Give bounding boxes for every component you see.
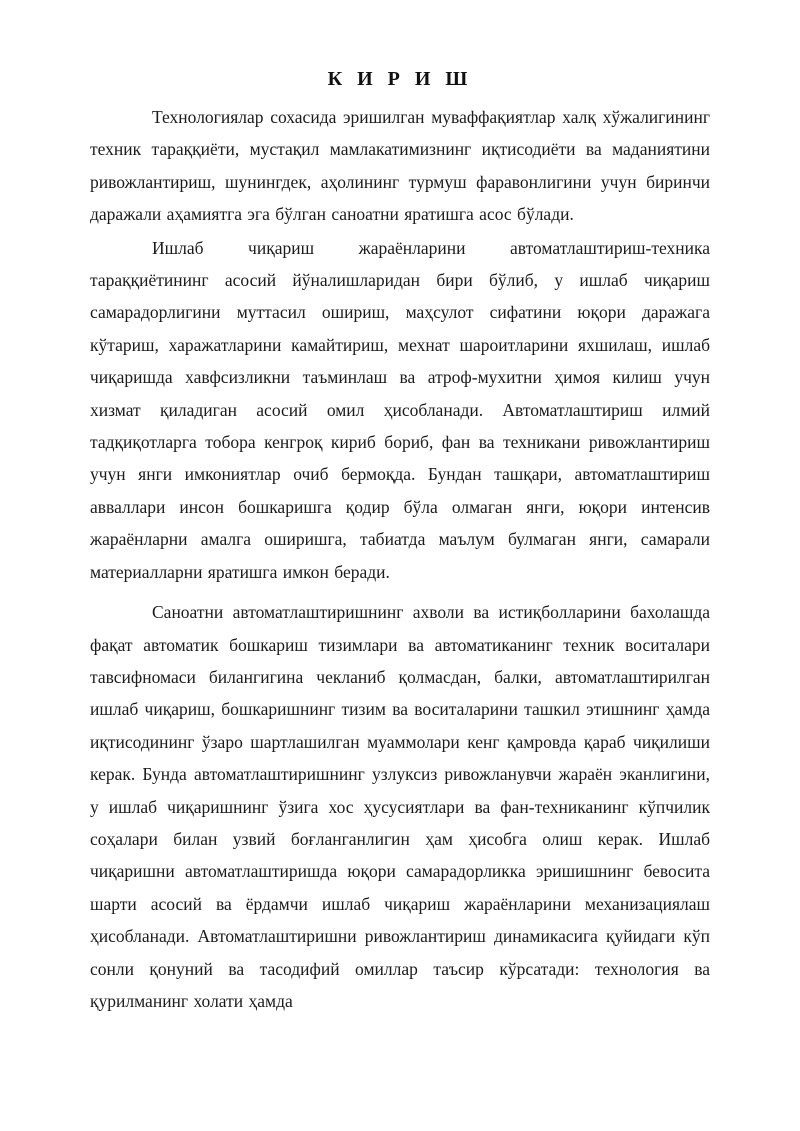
page-title: К И Р И Ш (327, 68, 473, 90)
paragraph-1: Технологиялар сохасида эришилган муваффақиятлар халқ хўжалигининг техник тараққиёти, мустақил мамлакатимизнинг иқтисодиёти ва маданиятини ривожлантириш, шунингдек, аҳолининг турмуш фаравонлигини учун биринчи даражали аҳамиятга эга бўлган саноатни яратишга асос бўлади. (90, 107, 710, 225)
paragraph-3: Саноатни автоматлаштиришнинг ахволи ва истиқболларини бахолашда фақат автоматик бошкариш тизимлари ва автоматиканинг техник воситалари тавсифномаси билангигина чекланиб қолмасдан, балки, автоматлаштирилган ишлаб чиқариш, бошкаришнинг тизим ва воситаларини ташкил этишнинг ҳамда иқтисодининг ўзаро шартлашилган муаммолари кенг қамровда қараб чиқилиши керак. Бунда автоматлаштиришнинг узлуксиз ривожланувчи жараён эканлигини, у ишлаб чиқаришнинг ўзига хос ҳусусиятлари ва фан-техниканинг кўпчилик соҳалари билан узвий боғланганлигин ҳам ҳисобга олиш керак. Ишлаб чиқаришни автоматлаштиришда юқори самарадорликка эришишнинг бевосита шарти асосий ва ёрдамчи ишлаб чиқариш жараёнларини механизациялаш ҳисобланади. Автоматлаштиришни ривожлантириш динамикасига қуйидаги кўп сонли қонуний ва тасодифий омиллар таъсир кўрсатади: технология ва қурилманинг холати ҳамда (90, 602, 710, 1011)
paragraph-2: Ишлаб чиқариш жараёнларини автоматлаштириш-техника тараққиётининг асосий йўналишларидан бири бўлиб, у ишлаб чиқариш самарадорлигини муттасил ошириш, маҳсулот сифатини юқори даражага кўтариш, харажатларини камайтириш, мехнат шароитларини яхшилаш, ишлаб чиқаришда хавфсизликни таъминлаш ва атроф-мухитни ҳимоя килиш учун хизмат қиладиган асосий омил ҳисобланади. Автоматлаштириш илмий тадқиқотларга тобора кенгроқ кириб бориб, фан ва техникани ривожлантириш учун янги имкониятлар очиб бермоқда. Бундан ташқари, автоматлаштириш авваллари инсон бошкаришга қодир бўла олмаган янги, юқори интенсив жараёнларни амалга оширишга, табиатда маълум булмаган янги, самарали материалларни яратишга имкон беради. (90, 237, 710, 582)
